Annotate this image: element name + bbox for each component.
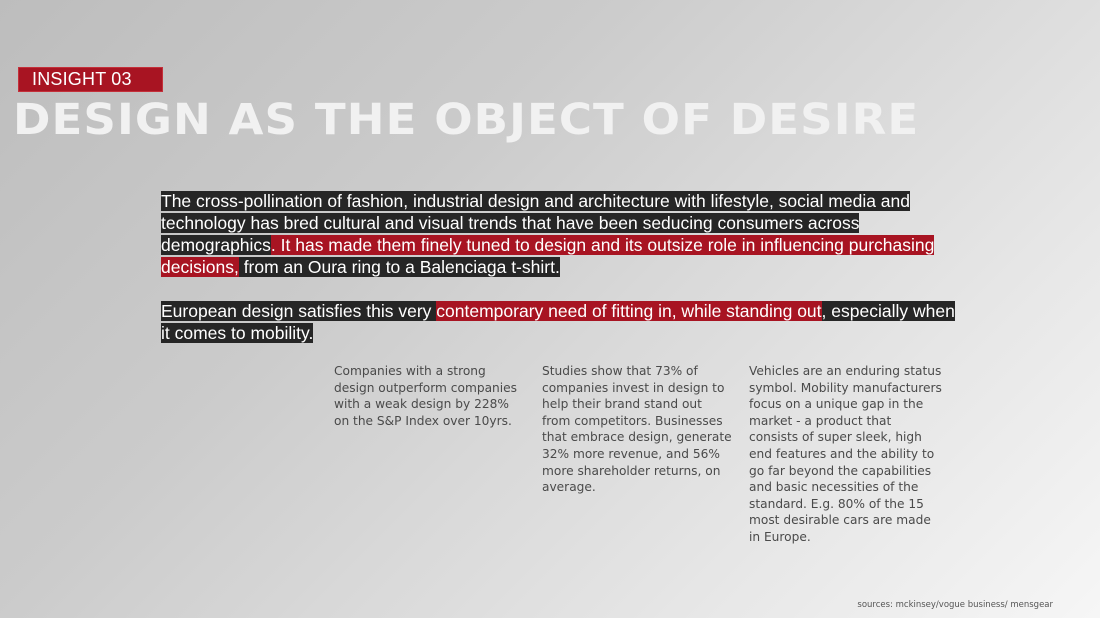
intro-text-emphasis: . It has made them finely tuned to design and its outsize role in influencing purchasing decisions,: [161, 235, 935, 277]
european-text-part1: European design satisfies this very: [161, 301, 437, 321]
stat-column-investment: Studies show that 73% of companies invest in design to help their brand stand out from competitors. Businesses that embrace design, generate 32% more revenue, and 56% more shareholder returns, on average.: [542, 364, 732, 495]
insight-tag: [18, 67, 163, 92]
european-text-part3: , especially when it comes to mobility.: [161, 301, 955, 343]
headline: DESIGN AS THE OBJECT OF DESIRE: [13, 95, 920, 145]
european-text-emphasis: contemporary need of fitting in, while standing out: [436, 301, 822, 321]
intro-text-part1: The cross-pollination of fashion, industrial design and architecture with lifestyle, social media and technology has bred cultural and visual trends that have been seducing consumers across demographics: [161, 191, 911, 255]
sources-footnote: sources: mckinsey/vogue business/ mensgear: [857, 600, 1053, 610]
stat-column-performance: Companies with a strong design outperform companies with a weak design by 228% on the S&P Index over 10yrs.: [334, 364, 517, 428]
intro-paragraph: [161, 190, 961, 278]
european-design-paragraph: [161, 300, 961, 344]
stat-column-mobility: Vehicles are an enduring status symbol. Mobility manufacturers focus on a unique gap in the market - a product that consists of super sleek, high end features and the ability to go far beyond the capabilities and basic necessities of the standard. E.g. 80% of the 15 most desirable cars are made in Europe.: [749, 364, 942, 544]
insight-tag-label: INSIGHT 03: [32, 69, 132, 89]
intro-text-part3: from an Oura ring to a Balenciaga t-shirt.: [238, 257, 560, 277]
